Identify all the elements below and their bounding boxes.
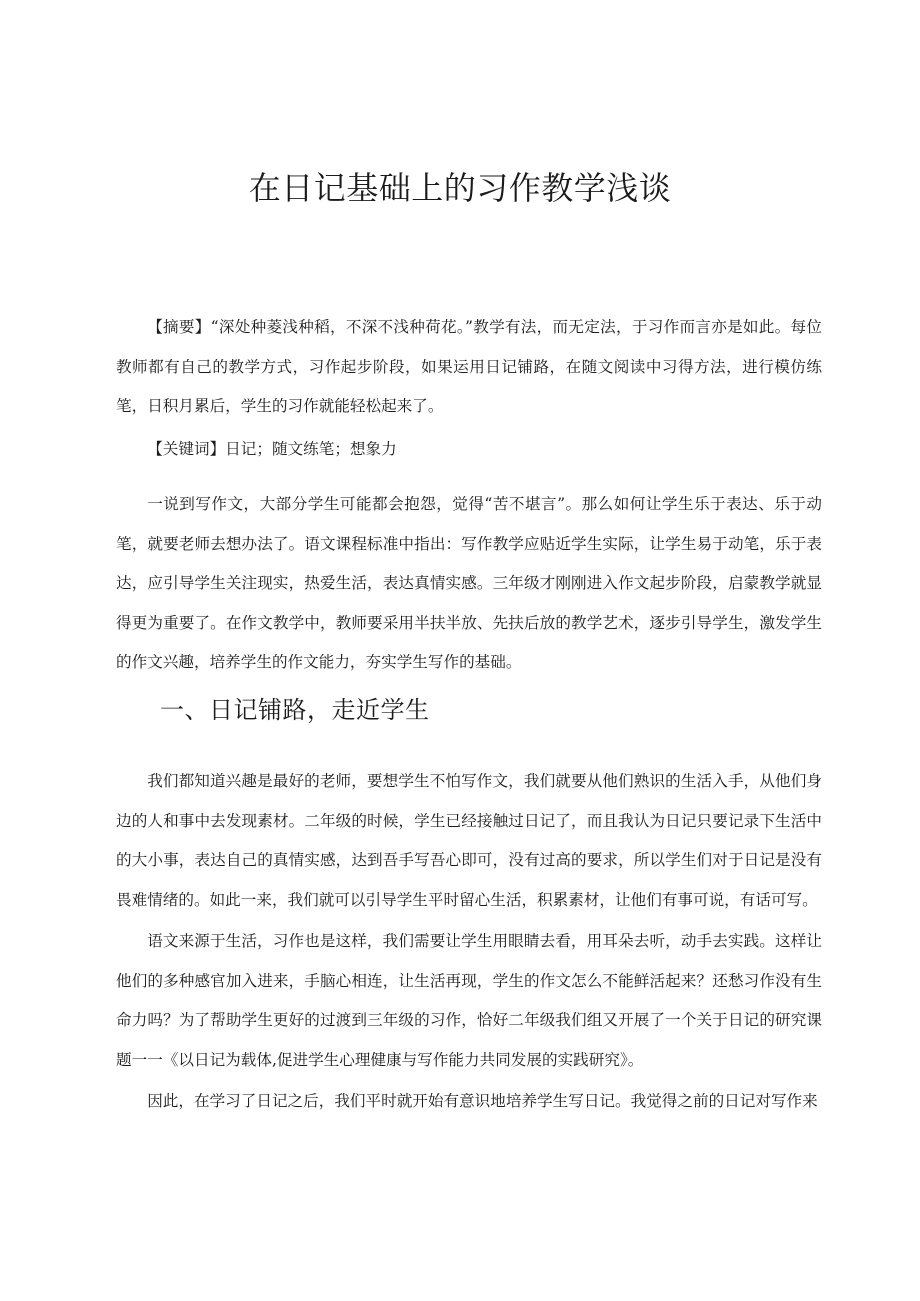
keywords-paragraph: 【关键词】日记；随文练笔；想象力 xyxy=(147,440,397,458)
body-paragraph: 语文来源于生活，习作也是这样，我们需要让学生用眼睛去看，用耳朵去听，动手去实践。这样让他们的多种感官加入进来，手脑心相连，让生活再现，学生的作文怎么不能鲜活起来？还愁习作没有生命力吗？为了帮助学生更好的过渡到三年级的习作，恰好二年级我们组又开展了一个关于日记的研究课题一一《以日记为载体,促进学生心理健康与写作能力共同发展的实践研究》。 xyxy=(116,932,822,1069)
section-heading: 一、日记铺路，走近学生 xyxy=(160,696,430,724)
body-paragraph: 因此，在学习了日记之后，我们平时就开始有意识地培养学生写日记。我觉得之前的日记对写作来 xyxy=(147,1092,818,1110)
abstract-paragraph: 【摘要】“深处种菱浅种稻，不深不浅种荷花。”教学有法，而无定法，于习作而言亦是如此。每位教师都有自己的教学方式，习作起步阶段，如果运用日记铺路，在随文阅读中习得方法，进行模仿练笔，日积月累后，学生的习作就能轻松起来了。 xyxy=(116,318,822,415)
intro-paragraph: 一说到写作文，大部分学生可能都会抱怨，觉得“苦不堪言”。那么如何让学生乐于表达、乐于动笔，就要老师去想办法了。语文课程标准中指出：写作教学应贴近学生实际，让学生易于动笔，乐于表达，应引导学生关注现实，热爱生活，表达真情实感。三年级才刚刚进入作文起步阶段，启蒙教学就显得更为重要了。在作文教学中，教师要采用半扶半放、先扶后放的教学艺术，逐步引导学生，激发学生的作文兴趣，培养学生的作文能力，夯实学生写作的基础。 xyxy=(116,495,822,671)
document-title: 在日记基础上的习作教学浅谈 xyxy=(248,169,672,207)
body-paragraph: 我们都知道兴趣是最好的老师，要想学生不怕写作文，我们就要从他们熟识的生活入手，从他们身边的人和事中去发现素材。二年级的时候，学生已经接触过日记了，而且我认为日记只要记录下生活中的大小事，表达自己的真情实感，达到吾手写吾心即可，没有过高的要求，所以学生们对于日记是没有畏难情绪的。如此一来，我们就可以引导学生平时留心生活，积累素材，让他们有事可说，有话可写。 xyxy=(116,772,822,909)
